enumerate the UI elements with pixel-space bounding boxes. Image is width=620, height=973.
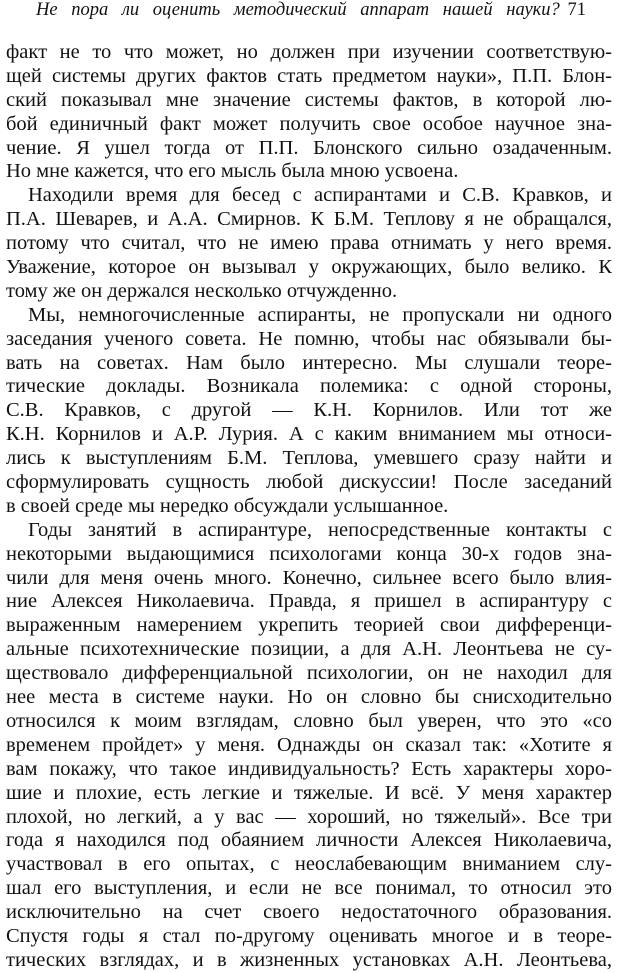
text-line: выраженным намерением укрепить теорией свои дифференци- — [6, 614, 612, 637]
text-line: нее места в системе науки. Но он словно бы снисходительно — [6, 686, 612, 709]
text-line: в своей среде мы нередко обсуждали услышанное. — [6, 494, 449, 517]
text-line: чение. Я ушел тогда от П.П. Блонского сильно озадаченным. — [6, 136, 612, 159]
text-line: факт не то что может, но должен при изучении соответствую- — [6, 41, 612, 63]
text-line: некоторыми выдающимися психологами конца 30-х годов зна- — [6, 542, 612, 565]
text-line: вать на советах. Нам было интересно. Мы слушали теоре- — [6, 351, 612, 374]
text-line: участвовал в его опытах, с неослабевающим вниманием слу- — [6, 853, 612, 876]
text-line: исключительно на счет своего недостаточного образования. — [6, 901, 612, 924]
text-line: Но мне кажется, что его мысль была мною усвоена. — [6, 160, 459, 183]
running-title: Не пора ли оценить методический аппарат нашей науки? — [36, 0, 560, 20]
text-line: ществовало дифференциальной психологии, он не находил для — [6, 662, 612, 685]
text-line: потому что считал, что не имею права отнимать у него время. — [6, 232, 612, 255]
text-line: П.А. Шеварев, и А.А. Смирнов. К Б.М. Теплову я не обращался, — [6, 208, 612, 231]
text-line: временем пройдет» у меня. Однажды он сказал так: «Хотите я — [6, 733, 612, 756]
text-line: щей системы других фактов стать предметом науки», П.П. Блон- — [6, 64, 612, 87]
text-line: С.В. Кравков, с другой — К.Н. Корнилов. Или тот же — [6, 399, 612, 422]
text-line: тому же он держался несколько отчужденно. — [6, 279, 398, 302]
text-line: относился к моим взглядам, словно был уверен, что это «со — [6, 709, 612, 732]
text-line: Мы, немногочисленные аспиранты, не пропускали ни одного — [28, 303, 612, 326]
text-line: сформулировать сущность любой дискуссии! После заседаний — [6, 471, 612, 494]
running-header — [6, 0, 612, 24]
text-line: шал его выступления, и если не все понимал, то относил это — [6, 877, 612, 900]
text-line: вам покажу, что такое индивидуальность? Есть характеры хоро- — [6, 757, 612, 780]
text-line: шие и плохие, есть легкие и тяжелые. И всё. У меня характер — [6, 781, 612, 804]
text-line: ние Алексея Николаевича. Правда, я пришел в аспирантуру с — [6, 590, 612, 613]
text-line: альные психотехнические позиции, а для А.Н. Леонтьева не су- — [6, 638, 612, 661]
text-line: года я находился под обаянием личности Алексея Николаевича, — [6, 829, 612, 852]
text-line: Спустя годы я стал по-другому оценивать многое и в теоре- — [6, 924, 612, 947]
text-line: тических взглядах, и в жизненных установках А.Н. Леонтьева, — [6, 948, 612, 971]
page-number: 71 — [567, 0, 586, 20]
text-line: Находили время для бесед с аспирантами и С.В. Кравков, и — [28, 184, 612, 207]
text-line: тические доклады. Возникала полемика: с одной стороны, — [6, 375, 612, 398]
text-line: Уважение, которое он вызывал у окружающих, было велико. К — [6, 256, 612, 279]
text-line: заседания ученого совета. Не помню, чтобы нас обязывали бы- — [6, 327, 612, 350]
text-line: плохой, но легкий, а у вас — хороший, но тяжелый». Все три — [6, 805, 612, 828]
text-line: лись к выступлениям Б.М. Теплова, умевшего сразу найти и — [6, 447, 612, 470]
text-line: бой единичный факт может получить свое особое научное зна- — [6, 112, 612, 135]
text-line: ский показывал мне значение системы фактов, в которой лю- — [6, 88, 612, 111]
text-line: чили для меня очень много. Конечно, сильнее всего было влия- — [6, 566, 612, 589]
body-text — [6, 41, 612, 973]
text-line: Годы занятий в аспирантуре, непосредственные контакты с — [28, 518, 612, 541]
text-line: К.Н. Корнилов и А.Р. Лурия. А с каким вниманием мы относи- — [6, 423, 612, 446]
